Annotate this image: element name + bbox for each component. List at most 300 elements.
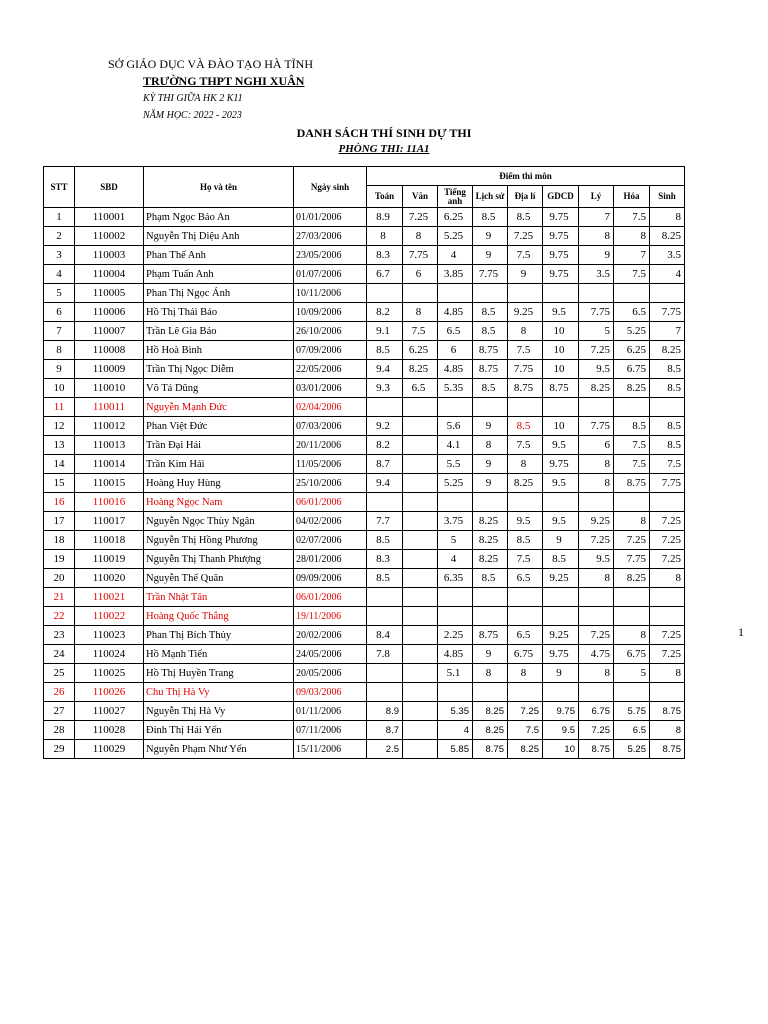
cell-score [367,607,403,626]
cell-score: 8 [650,721,685,740]
cell-score: 6.75 [614,360,650,379]
cell-sbd: 110025 [75,664,144,683]
cell-score: 6.5 [614,303,650,322]
cell-score: 6.5 [614,721,650,740]
cell-score [473,398,508,417]
cell-score: 9 [543,531,579,550]
cell-sbd: 110001 [75,208,144,227]
cell-score: 7.75 [579,417,614,436]
table-row [44,436,685,455]
cell-score: 8 [508,664,543,683]
table-row [44,512,685,531]
cell-score: 8.5 [367,341,403,360]
header-subject: Toán [367,186,403,208]
cell-score: 7.5 [614,265,650,284]
cell-score [403,493,438,512]
header-scores-group: Điểm thi môn [367,167,685,186]
cell-score [403,702,438,721]
exam-heading: KỲ THI GIỮA HK 2 K11 [143,93,243,104]
cell-score: 9.75 [543,246,579,265]
cell-dob: 03/01/2006 [294,379,367,398]
cell-name: Hoàng Ngọc Nam [144,493,294,512]
cell-score: 8.5 [473,303,508,322]
cell-score [367,493,403,512]
cell-score: 8.5 [473,208,508,227]
cell-name: Nguyễn Thị Hà Vy [144,702,294,721]
cell-score [508,284,543,303]
cell-dob: 27/03/2006 [294,227,367,246]
cell-score: 3.75 [438,512,473,531]
cell-score [473,683,508,702]
table-row [44,721,685,740]
cell-dob: 20/05/2006 [294,664,367,683]
cell-score: 8.75 [614,474,650,493]
table-row [44,569,685,588]
cell-sbd: 110007 [75,322,144,341]
cell-score: 8.75 [508,379,543,398]
cell-name: Đinh Thị Hải Yến [144,721,294,740]
cell-stt: 9 [44,360,75,379]
cell-stt: 19 [44,550,75,569]
cell-score: 9.5 [543,436,579,455]
cell-score [579,398,614,417]
cell-score: 10 [543,322,579,341]
cell-name: Trần Đại Hải [144,436,294,455]
cell-sbd: 110027 [75,702,144,721]
cell-score: 8 [473,436,508,455]
cell-score [614,588,650,607]
table-row [44,474,685,493]
cell-score: 7.5 [650,455,685,474]
cell-dob: 07/11/2006 [294,721,367,740]
cell-score: 8.25 [473,531,508,550]
table-row [44,379,685,398]
cell-score: 7.5 [508,246,543,265]
cell-score: 5.1 [438,664,473,683]
cell-sbd: 110017 [75,512,144,531]
header-subject: Sinh [650,186,685,208]
cell-score [403,569,438,588]
cell-score: 7.25 [579,721,614,740]
cell-name: Trần Thị Ngọc Diễm [144,360,294,379]
cell-score [473,493,508,512]
cell-score [579,284,614,303]
cell-score [508,398,543,417]
cell-score: 6.75 [614,645,650,664]
cell-stt: 10 [44,379,75,398]
cell-score [614,398,650,417]
cell-score: 7.25 [508,227,543,246]
cell-score: 8.25 [508,474,543,493]
cell-score: 8 [650,208,685,227]
cell-dob: 26/10/2006 [294,322,367,341]
cell-stt: 4 [44,265,75,284]
cell-score [438,588,473,607]
table-row [44,455,685,474]
cell-score: 10 [543,341,579,360]
table-row [44,493,685,512]
cell-score: 5.6 [438,417,473,436]
cell-sbd: 110023 [75,626,144,645]
cell-dob: 25/10/2006 [294,474,367,493]
cell-sbd: 110028 [75,721,144,740]
cell-sbd: 110022 [75,607,144,626]
cell-dob: 10/09/2006 [294,303,367,322]
table-row [44,664,685,683]
cell-dob: 04/02/2006 [294,512,367,531]
cell-score: 9.2 [367,417,403,436]
cell-dob: 11/05/2006 [294,455,367,474]
cell-score: 9 [473,417,508,436]
cell-score [614,607,650,626]
cell-name: Võ Tá Dũng [144,379,294,398]
cell-score: 8 [579,569,614,588]
cell-score: 4.1 [438,436,473,455]
header-dob: Ngày sinh [294,167,367,208]
cell-score [650,588,685,607]
cell-name: Hồ Mạnh Tiến [144,645,294,664]
cell-score: 5 [438,531,473,550]
cell-score: 9 [473,474,508,493]
cell-dob: 01/11/2006 [294,702,367,721]
cell-dob: 20/11/2006 [294,436,367,455]
table-row [44,284,685,303]
cell-score [508,607,543,626]
cell-score: 7 [579,208,614,227]
cell-score [403,436,438,455]
cell-score: 8.5 [650,379,685,398]
cell-score: 7.25 [650,531,685,550]
cell-score [403,721,438,740]
cell-name: Trần Lê Gia Bảo [144,322,294,341]
cell-sbd: 110015 [75,474,144,493]
cell-score: 8.5 [543,550,579,569]
cell-score: 8 [614,512,650,531]
cell-score: 6 [579,436,614,455]
cell-score: 8 [650,569,685,588]
cell-score [650,607,685,626]
cell-score: 8.3 [367,246,403,265]
table-row [44,265,685,284]
cell-name: Phan Việt Đức [144,417,294,436]
cell-score [473,588,508,607]
cell-score: 9.25 [579,512,614,531]
cell-score [508,493,543,512]
cell-sbd: 110024 [75,645,144,664]
cell-name: Phạm Tuấn Anh [144,265,294,284]
cell-score [438,284,473,303]
cell-score [403,398,438,417]
cell-score: 7.5 [508,341,543,360]
cell-score [367,398,403,417]
cell-score: 9.5 [543,512,579,531]
table-row [44,702,685,721]
cell-score [403,474,438,493]
cell-score: 9.5 [543,303,579,322]
cell-stt: 14 [44,455,75,474]
cell-score [650,398,685,417]
cell-score: 5.35 [438,702,473,721]
cell-score: 6.25 [438,208,473,227]
cell-score: 9.5 [543,474,579,493]
cell-dob: 09/09/2006 [294,569,367,588]
cell-score [367,664,403,683]
cell-score: 8.2 [367,436,403,455]
cell-score [403,740,438,759]
cell-score [473,607,508,626]
cell-score: 5.5 [438,455,473,474]
cell-score: 7.5 [614,208,650,227]
cell-sbd: 110029 [75,740,144,759]
cell-score [543,607,579,626]
cell-score: 4.85 [438,303,473,322]
cell-score [438,607,473,626]
cell-sbd: 110006 [75,303,144,322]
cell-score: 9.5 [543,721,579,740]
cell-stt: 28 [44,721,75,740]
cell-score [543,493,579,512]
cell-score: 8 [403,303,438,322]
cell-score: 8.25 [473,512,508,531]
cell-sbd: 110009 [75,360,144,379]
cell-score: 6 [403,265,438,284]
cell-score: 8.25 [403,360,438,379]
cell-score: 9 [473,455,508,474]
cell-score [543,588,579,607]
cell-name: Hồ Hoà Bình [144,341,294,360]
cell-score: 8.25 [650,227,685,246]
table-row [44,341,685,360]
cell-name: Nguyễn Thế Quân [144,569,294,588]
cell-score: 8 [579,455,614,474]
cell-score: 7.5 [614,436,650,455]
cell-score: 7.5 [508,550,543,569]
cell-name: Nguyễn Phạm Như Yến [144,740,294,759]
cell-score [403,664,438,683]
cell-score: 5.25 [438,227,473,246]
cell-score [614,284,650,303]
cell-score: 5 [614,664,650,683]
cell-sbd: 110005 [75,284,144,303]
cell-score: 6.25 [614,341,650,360]
cell-score [403,683,438,702]
cell-score: 7.25 [650,550,685,569]
cell-name: Nguyễn Mạnh Đức [144,398,294,417]
cell-score: 9.4 [367,474,403,493]
cell-score: 7.75 [579,303,614,322]
cell-score: 8.5 [473,322,508,341]
cell-score: 6.75 [579,702,614,721]
cell-sbd: 110008 [75,341,144,360]
cell-score: 2.25 [438,626,473,645]
table-row [44,398,685,417]
cell-dob: 06/01/2006 [294,588,367,607]
header-subject: Văn [403,186,438,208]
cell-score: 9.5 [579,360,614,379]
cell-dob: 01/07/2006 [294,265,367,284]
cell-score [403,645,438,664]
cell-score: 8 [579,474,614,493]
cell-score: 4.75 [579,645,614,664]
cell-sbd: 110018 [75,531,144,550]
cell-score: 6.7 [367,265,403,284]
cell-score [403,550,438,569]
cell-stt: 17 [44,512,75,531]
cell-stt: 24 [44,645,75,664]
cell-name: Trần Nhật Tân [144,588,294,607]
cell-score: 7.8 [367,645,403,664]
cell-score: 8 [614,227,650,246]
cell-score: 8.25 [650,341,685,360]
cell-score [543,683,579,702]
cell-name: Nguyễn Thị Thanh Phượng [144,550,294,569]
cell-dob: 02/04/2006 [294,398,367,417]
cell-score: 6.75 [508,645,543,664]
cell-score: 8.5 [367,531,403,550]
cell-score: 7.75 [650,303,685,322]
cell-score: 7.25 [650,512,685,531]
cell-stt: 27 [44,702,75,721]
cell-score: 8.5 [614,417,650,436]
school-heading: TRƯỜNG THPT NGHI XUÂN [143,74,305,88]
cell-score: 8.25 [614,569,650,588]
cell-sbd: 110021 [75,588,144,607]
cell-score: 5.35 [438,379,473,398]
cell-score: 9.75 [543,455,579,474]
cell-score: 8 [508,322,543,341]
cell-score: 7.25 [650,626,685,645]
cell-score: 7.7 [367,512,403,531]
cell-score: 9 [473,645,508,664]
cell-score: 7.5 [508,721,543,740]
cell-score [403,512,438,531]
cell-score [403,284,438,303]
cell-dob: 22/05/2006 [294,360,367,379]
table-row [44,740,685,759]
cell-stt: 7 [44,322,75,341]
cell-score: 7.25 [614,531,650,550]
cell-name: Chu Thị Hà Vy [144,683,294,702]
cell-score: 8.7 [367,721,403,740]
cell-score: 8.5 [508,208,543,227]
cell-name: Nguyễn Thị Hồng Phương [144,531,294,550]
cell-score: 6.35 [438,569,473,588]
cell-score: 7 [614,246,650,265]
department-heading: SỞ GIÁO DỤC VÀ ĐÀO TẠO HÀ TĨNH [108,57,314,71]
cell-score: 7.25 [650,645,685,664]
cell-score: 8.5 [650,417,685,436]
cell-stt: 20 [44,569,75,588]
cell-score: 8.5 [508,417,543,436]
cell-score: 8 [579,227,614,246]
cell-score: 8.5 [367,569,403,588]
cell-score: 6.5 [508,569,543,588]
cell-score: 4 [438,246,473,265]
cell-score: 9.5 [508,512,543,531]
cell-score: 9.5 [579,550,614,569]
cell-score [579,683,614,702]
page-title: DANH SÁCH THÍ SINH DỰ THI [296,126,472,140]
cell-score: 7.5 [508,436,543,455]
header-subject: Hóa [614,186,650,208]
cell-score: 5.75 [614,702,650,721]
table-row [44,531,685,550]
table-row [44,322,685,341]
cell-score [579,607,614,626]
cell-dob: 10/11/2006 [294,284,367,303]
cell-score: 8.75 [579,740,614,759]
cell-score: 8.25 [579,379,614,398]
cell-score [650,284,685,303]
cell-score [650,683,685,702]
cell-score: 7 [650,322,685,341]
cell-score: 7.75 [473,265,508,284]
cell-score: 8.25 [508,740,543,759]
cell-score: 8 [367,227,403,246]
cell-score: 9 [473,227,508,246]
table-row [44,626,685,645]
cell-sbd: 110003 [75,246,144,265]
cell-sbd: 110004 [75,265,144,284]
cell-name: Phan Thị Ngọc Ánh [144,284,294,303]
cell-score [508,588,543,607]
cell-name: Nguyễn Thị Diệu Anh [144,227,294,246]
cell-name: Hoàng Quốc Thắng [144,607,294,626]
header-subject: Lý [579,186,614,208]
cell-score: 7.25 [403,208,438,227]
cell-score: 8 [403,227,438,246]
cell-score: 5.25 [614,322,650,341]
cell-sbd: 110011 [75,398,144,417]
cell-score: 8.4 [367,626,403,645]
cell-sbd: 110016 [75,493,144,512]
cell-score: 8.75 [543,379,579,398]
header-subject: GDCD [543,186,579,208]
cell-score: 9 [508,265,543,284]
cell-score: 4 [438,721,473,740]
header-stt: STT [44,167,75,208]
cell-score: 8.25 [473,702,508,721]
header-subject: Lịch sử [473,186,508,208]
cell-score: 8 [508,455,543,474]
cell-score: 8.2 [367,303,403,322]
cell-name: Phạm Ngọc Bảo An [144,208,294,227]
cell-score: 6.5 [438,322,473,341]
cell-score [403,455,438,474]
cell-score: 7.25 [508,702,543,721]
cell-stt: 2 [44,227,75,246]
cell-score: 9.75 [543,265,579,284]
cell-stt: 26 [44,683,75,702]
cell-dob: 07/09/2006 [294,341,367,360]
cell-score: 4 [650,265,685,284]
table-row [44,645,685,664]
cell-dob: 23/05/2006 [294,246,367,265]
cell-stt: 21 [44,588,75,607]
cell-stt: 12 [44,417,75,436]
cell-score: 3.85 [438,265,473,284]
cell-score: 5.85 [438,740,473,759]
table-row [44,683,685,702]
table-row [44,227,685,246]
cell-score [403,626,438,645]
cell-sbd: 110019 [75,550,144,569]
cell-score: 7.25 [579,341,614,360]
cell-sbd: 110012 [75,417,144,436]
cell-stt: 3 [44,246,75,265]
cell-score: 8.7 [367,455,403,474]
cell-stt: 1 [44,208,75,227]
